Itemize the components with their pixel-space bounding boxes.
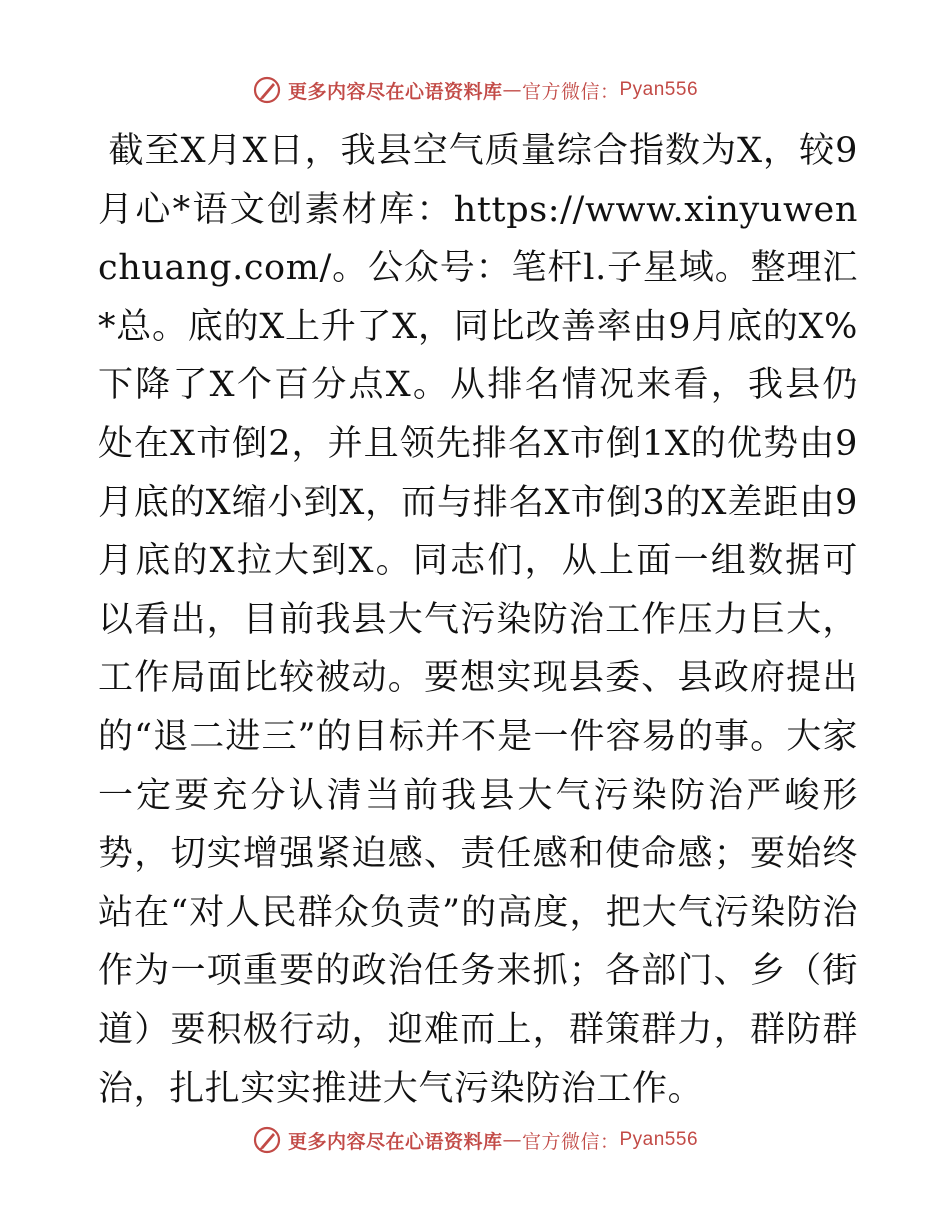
header-banner [0,70,950,110]
banner-official-label: 官方微信： [521,1130,620,1153]
banner-separator: — [502,1129,522,1151]
footer-banner [0,1120,950,1160]
banner-separator: — [502,79,522,101]
article-body [98,122,858,1118]
banner-brand-text: 更多内容尽在心语资料库 [287,1130,503,1153]
pen-logo-icon [252,75,282,105]
pen-logo-icon [252,1125,282,1155]
banner-wechat-id: Pyan556 [619,1129,699,1150]
banner-official-label: 官方微信： [521,80,620,103]
article-paragraph: 截至X月X日，我县空气质量综合指数为X，较9月心*语文创素材库：https://www.xinyuwenchuang.com/。公众号：笔杆l.子星域。整理汇*总。底的X上升了X，同比改善率由9月底的X%下降了X个百分点X。从排名情况来看，我县仍处在X市倒2，并且领先排名X市倒1X的优势由9月底的X缩小到X，而与排名X市倒3的X差距由9月底的X拉大到X。同志们，从上面一组数据可以看出，目前我县大气污染防治工作压力巨大，工作局面比较被动。要想实现县委、县政府提出的“退二进三”的目标并不是一件容易的事。大家一定要充分认清当前我县大气污染防治严峻形势，切实增强紧迫感、责任感和使命感；要始终站在“对人民群众负责”的高度，把大气污染防治作为一项重要的政治任务来抓；各部门、乡（街道）要积极行动，迎难而上，群策群力，群防群治，扎扎实实推进大气污染防治工作。 [98,131,858,1109]
banner-brand-text: 更多内容尽在心语资料库 [287,80,503,103]
banner-wechat-id: Pyan556 [619,79,699,100]
